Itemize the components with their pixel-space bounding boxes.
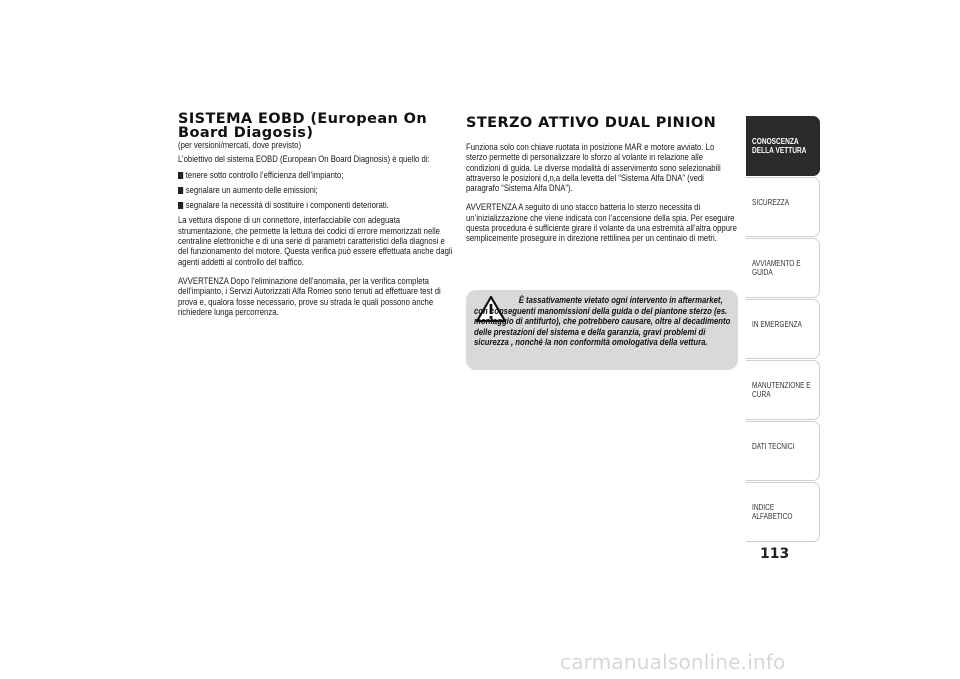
tab-conoscenza-della-vettura[interactable]: [746, 116, 820, 176]
bullet-square-icon: [178, 202, 183, 209]
eobd-bullet-1: tenere sotto controllo l’efficienza dell’impianto;: [178, 170, 453, 180]
eobd-warning-paragraph: AVVERTENZA Dopo l’eliminazione dell’anomalia, per la verifica completa dell’impianto, i Servizi Autorizzati Alfa Romeo sono tenuti ad effettuare test di prova e, qualora fosse necessario, prove su strada le quali possono anche richiedere lunga percorrenza.: [178, 275, 441, 317]
eobd-subtitle: (per versioni/mercati, dove previsto): [178, 140, 302, 150]
chapter-sidebar: [746, 116, 820, 543]
eobd-bullet-2: segnalare un aumento delle emissioni;: [178, 185, 453, 195]
eobd-body: [178, 140, 453, 317]
tab-label: AVVIAMENTO E GUIDA: [752, 259, 801, 277]
left-column: [178, 112, 454, 322]
tab-dati-tecnici[interactable]: [746, 421, 820, 481]
eobd-title: SISTEMA EOBD (European On Board Diagosis): [178, 111, 428, 141]
right-column: [466, 112, 738, 249]
tab-label: IN EMERGENZA: [752, 320, 802, 329]
steering-title: STERZO ATTIVO DUAL PINION: [466, 115, 717, 131]
bullet-square-icon: [178, 187, 183, 194]
tab-indice-alfabetico[interactable]: [746, 482, 820, 542]
bullet-square-icon: [178, 172, 183, 179]
tab-label: MANUTENZIONE E CURA: [752, 381, 811, 399]
page-number: 113: [760, 546, 790, 562]
steering-paragraph-1: Funziona solo con chiave ruotata in posizione MAR e motore avviato. Lo sterzo permette di personalizzare lo sforzo al volante in relazione alle condizioni di guida. Le diverse modalità di asservimento sono selezionabili attraverso le posizioni d,n,a della levetta del “Sistema Alfa DNA” (vedi paragrafo “Sistema Alfa DNA”).: [466, 142, 721, 194]
watermark: carmanualsonline.info: [560, 650, 786, 674]
warning-box: [466, 290, 738, 370]
tab-sicurezza[interactable]: [746, 177, 820, 237]
eobd-connector-paragraph: La vettura dispone di un connettore, interfacciabile con adeguata strumentazione, che permette la lettura dei codici di errore memorizzati nelle centraline elettroniche e di una serie di parametri caratteristici della diagnosi e del funzionamento del motore. Questa verifica può essere effettuata anche dagli agenti addetti al controllo del traffico.: [178, 215, 453, 267]
tab-label: CONOSCENZA DELLA VETTURA: [752, 137, 807, 155]
tab-in-emergenza[interactable]: [746, 299, 820, 359]
eobd-bullet-3: segnalare la necessità di sostituire i componenti deteriorati.: [178, 200, 453, 210]
tab-label: INDICE ALFABETICO: [752, 503, 793, 521]
tab-label: DATI TECNICI: [752, 442, 795, 451]
eobd-intro: L’obiettivo del sistema EOBD (European On Board Diagnosis) è quello di:: [178, 154, 430, 165]
tab-manutenzione-e-cura[interactable]: [746, 360, 820, 420]
steering-paragraph-2: AVVERTENZA A seguito di uno stacco batteria lo sterzo necessita di un’inizializzazione che viene indicata con l’accensione della spia. Per eseguire questa procedura è sufficiente girare il volante da una estremità all’altra oppure semplicemente proseguire in direzione rettilinea per un centinaio di metri.: [466, 202, 737, 244]
steering-body: [466, 142, 737, 244]
tab-avviamento-e-guida[interactable]: [746, 238, 820, 298]
warning-text: È tassativamente vietato ogni intervento in aftermarket, con conseguenti manomissioni della guida o del piantone sterzo (es. montaggio di antifurto), che potrebbero causare, oltre al decadimento delle prestazioni del sistema e della garanzia, gravi problemi di sicurezza , nonché la non conformità omologativa della vettura.: [474, 295, 731, 348]
tab-label: SICUREZZA: [752, 198, 790, 207]
